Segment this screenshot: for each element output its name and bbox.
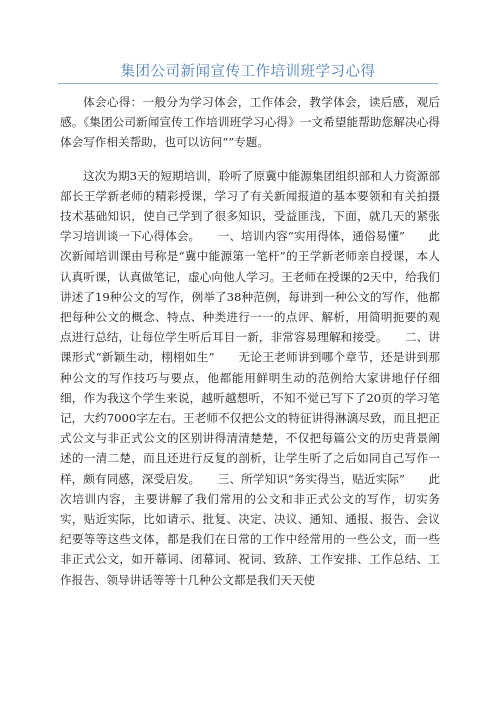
- intro-paragraph: 体会心得：一般分为学习体会，工作体会，教学体会，读后感，观后感。《集团公司新闻宣传工作培训班学习心得》一文希望能帮助您解决心得体会写作相关帮助，也可以访问“”专题。: [60, 95, 440, 150]
- document-title: 集团公司新闻宣传工作培训班学习心得: [120, 64, 376, 80]
- document-body: [60, 92, 440, 590]
- main-paragraph: 这次为期3天的短期培训，聆听了原冀中能源集团组织部和人力资源部部长王学新老师的精彩授课，学习了有关新闻报道的基本要领和有关拍摄技术基础知识，使自己学到了很多知识，受益匪浅，下面，就几天的紧张学习培训谈一下心得体会。 一、培训内容“实用得体，通俗易懂” 此次新闻培训课由号称是“冀中能源第一笔杆”的王学新老师亲自授课，本人认真听课，认真做笔记，虚心向他人学习。王老师在授课的2天中，给我们讲述了19种公文的写作，例举了38种范例，每讲到一种公文的写作，他都把每种公文的概念、特点、种类进行一一的点评、解析，用简明扼要的观点进行总结，让每位学生听后耳目一新，非常容易理解和接受。 二、讲课形式“新颖生动，栩栩如生” 无论王老师讲到哪个章节，还是讲到那种公文的写作技巧与要点，他都能用鲜明生动的范例给大家讲地仔仔细细，作为我这个学生来说，越听越想听，不知不觉已写下了20页的学习笔记，大约7000字左右。王老师不仅把公文的特征讲得淋漓尽致，而且把正式公文与非正式公文的区别讲得清清楚楚，不仅把每篇公文的历史背景阐述的一清二楚，而且还进行反复的剖析，让学生听了之后如同自己写作一样，颇有同感，深受启发。 三、所学知识“务实得当，贴近实际” 此次培训内容，主要讲解了我们常用的公文和非正式公文的写作，切实务实，贴近实际，比如请示、批复、决定、决议、通知、通报、报告、会议纪要等等这些文体，都是我们在日常的工作中经常用的一些公文，而一些非正式公文，如开幕词、闭幕词、祝词、致辞、工作安排、工作总结、工作报告、领导讲话等等十几种公文都是我们天天使: [60, 168, 440, 587]
- title-divider: [58, 83, 438, 84]
